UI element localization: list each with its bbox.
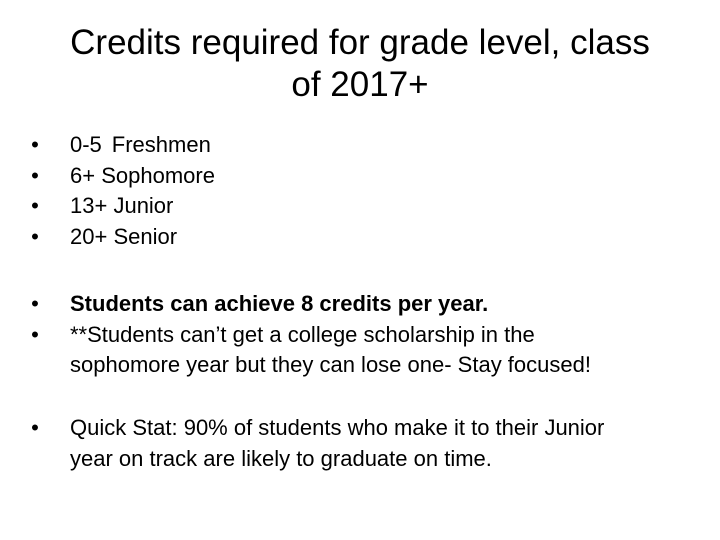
grade-level-item-senior [28,222,693,253]
bullet-icon: • [31,162,39,188]
grade-range: 6+ [70,162,96,188]
quick-stat-list [28,413,693,474]
facts-list [28,289,693,381]
quick-stat-text-line-2: year on track are likely to graduate on time. [70,445,492,471]
bullet-icon: • [31,223,39,249]
grade-label: Senior [113,223,178,249]
grade-level-list [28,130,693,252]
slide-title [40,22,680,106]
grade-range: 13+ [70,193,108,218]
bullet-icon: • [31,291,39,316]
credits-per-year-item [28,289,693,320]
slide-title-line-1: Credits required for grade level, class [70,23,650,62]
grade-label: Sophomore [101,162,215,188]
scholarship-text-line-2: sophomore year but they can lose one- Stay focused! [70,352,591,377]
grade-label: Junior [113,193,174,218]
grade-label: Freshmen [111,132,211,157]
bullet-icon: • [31,193,39,218]
grade-level-item-junior [28,191,693,222]
scholarship-item [28,320,693,381]
slide-title-line-2: of 2017+ [291,65,429,104]
grade-range: 0-5 [70,132,102,157]
bullet-icon: • [31,321,39,347]
quick-stat-item [28,413,693,474]
quick-stat-text-line-1: Quick Stat: 90% of students who make it to their Junior [70,415,605,440]
grade-level-item-freshmen [28,130,693,161]
bullet-icon: • [31,132,39,157]
scholarship-text-line-1: **Students can’t get a college scholarship in the [70,321,535,347]
grade-level-item-sophomore [28,161,693,192]
grade-range: 20+ [70,223,108,249]
bullet-icon: • [31,415,39,440]
credits-per-year-text: Students can achieve 8 credits per year. [70,291,489,316]
